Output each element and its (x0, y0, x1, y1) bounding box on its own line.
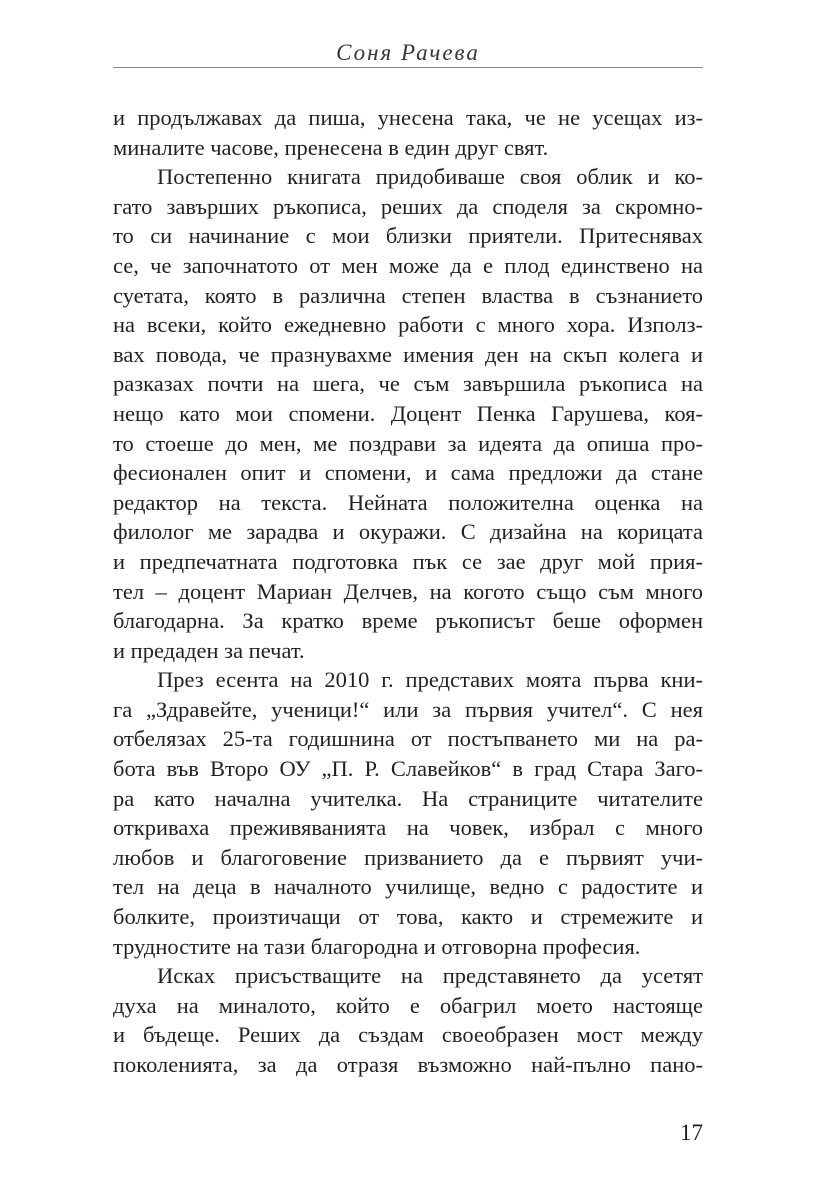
text-line: любов и благоговение призванието да е първият учи- (113, 844, 703, 870)
text-line: болките, произтичащи от това, както и стремежите и (113, 904, 703, 930)
text-line: редактор на текста. Нейната положителна оценка на (113, 489, 703, 515)
text-line: и предаден за печат. (113, 637, 305, 663)
text-line: поколенията, за да отразя възможно най-пълно пано- (113, 1052, 703, 1077)
text-line: откриваха преживяванията на човек, избрал с много (113, 815, 703, 841)
paragraph (113, 665, 703, 961)
text-line: бота във Второ ОУ „П. Р. Славейков“ в град Стара Заго- (113, 756, 703, 782)
text-line: нещо като мои спомени. Доцент Пенка Гарушева, коя- (113, 400, 703, 426)
text-line: суетата, която в различна степен властва в съзнанието (113, 282, 703, 308)
text-line: духа на миналото, който е обагрил моето настояще (113, 992, 703, 1018)
paragraph (113, 162, 703, 665)
text-line: тел на деца в началното училище, ведно с радостите и (113, 874, 703, 900)
header-rule (113, 67, 703, 68)
paragraph (113, 103, 703, 162)
text-line: През есента на 2010 г. представих моята първа кни- (157, 667, 703, 693)
text-line: миналите часове, пренесена в един друг свят. (113, 134, 549, 160)
text-line: фесионален опит и спомени, и сама предложи да стане (113, 460, 703, 486)
text-line: отбелязах 25-та годишнина от постъпването ми на ра- (113, 726, 703, 752)
text-line: Исках присъстващите на представянето да усетят (157, 963, 703, 989)
text-line: филолог ме зарадва и окуражи. С дизайна на корицата (113, 519, 703, 545)
text-line: трудностите на тази благородна и отговорна професия. (113, 933, 641, 959)
text-line: Постепенно книгата придобиваше своя облик и ко- (157, 164, 703, 190)
text-line: вах повода, че празнувахме имения ден на скъп колега и (113, 341, 703, 367)
text-line: и предпечатната подготовка пък се зае друг мой прия- (113, 548, 703, 574)
running-header: Соня Рачева (336, 40, 480, 65)
text-line: ра като начална учителка. На страниците читателите (113, 785, 703, 811)
text-line: благодарна. За кратко време ръкописът беше оформен (113, 608, 703, 634)
text-line: тел – доцент Мариан Делчев, на когото също съм много (113, 578, 703, 604)
page-body (113, 103, 703, 1080)
text-line: и продължавах да пиша, унесена така, че не усещах из- (113, 105, 703, 130)
text-line: то си начинание с мои близки приятели. Притеснявах (113, 223, 703, 249)
text-line: разказах почти на шега, че съм завършила ръкописа на (113, 371, 703, 397)
text-line: то стоеше до мен, ме поздрави за идеята да опиша про- (113, 430, 703, 456)
text-line: гато завърших ръкописа, реших да споделя за скромно- (113, 193, 703, 219)
paragraph (113, 961, 703, 1079)
page-number: 17 (680, 1120, 703, 1145)
text-line: на всеки, който ежедневно работи с много хора. Използ- (113, 312, 703, 338)
text-line: га „Здравейте, ученици!“ или за първия учител“. С нея (113, 696, 703, 722)
text-line: се, че започнатото от мен може да е плод единствено на (113, 252, 703, 278)
text-line: и бъдеще. Реших да създам своеобразен мост между (113, 1022, 703, 1048)
